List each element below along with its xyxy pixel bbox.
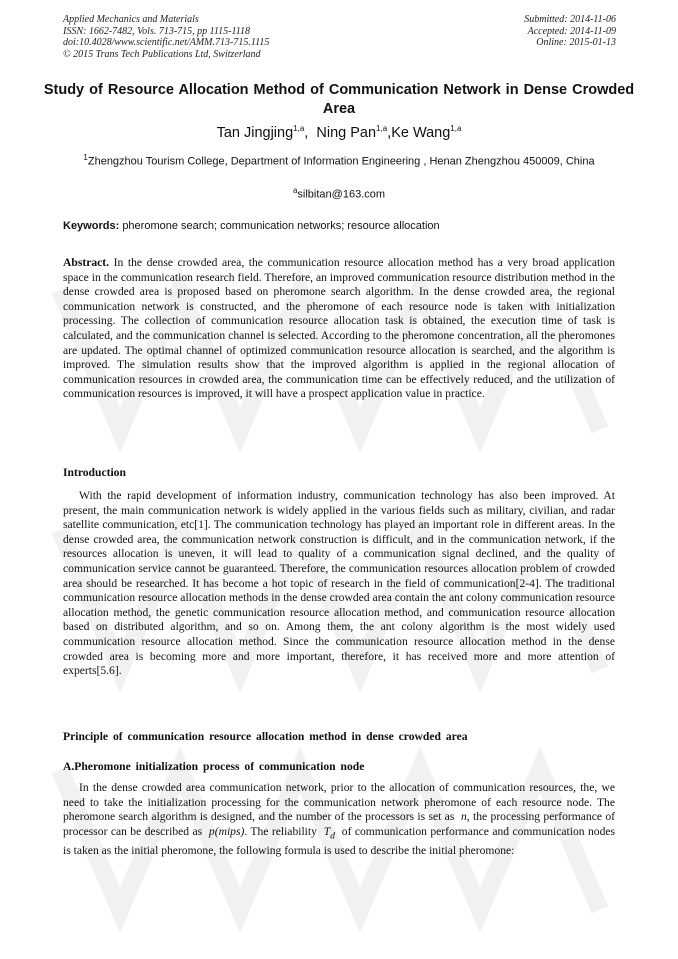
copyright-line: © 2015 Trans Tech Publications Ltd, Switzerland — [63, 48, 261, 60]
affiliation-text: Zhengzhou Tourism College, Department of Information Engineering , Henan Zhengzhou 450009, China — [87, 155, 595, 168]
author-name: Tan Jingjing — [216, 124, 294, 141]
math-p-mips: p(mips) — [208, 824, 245, 838]
author-affil-sup: 1,a — [376, 124, 388, 133]
math-t-base: T — [323, 824, 331, 838]
affiliation — [62, 151, 616, 169]
email-text: silbitan@163.com — [297, 188, 386, 201]
affiliation-sup: 1 — [83, 153, 88, 162]
math-n: n — [461, 810, 467, 824]
author-email — [40, 186, 638, 201]
introduction-heading: Introduction — [63, 466, 126, 479]
journal-name: Applied Mechanics and Materials — [63, 14, 199, 25]
paper-title: Study of Resource Allocation Method of Communication Network in Dense Crowded Area — [43, 82, 635, 117]
paragraph-text: of communication performance and communication nodes is taken as the initial pheromone, the following formula is used to describe the initial pheromone: — [63, 824, 616, 857]
abstract-text: In the dense crowded area, the communication resource allocation method has a very broad application space in the communication research field. Therefore, an improved communication resource distribution method in the dense crowded area is proposed based on pheromone search algorithm. In the dense crowded area, the regional communication network is constructed, and the pheromone of each resource node is taken with initialization processing. The collection of communication resource allocation task is obtained, the execution time of task is calculated, and the communication channel is selected. According to the pheromone concentration, all the pheromones are updated. The optimal channel of optimized communication resource allocation is searched, and the algorithm is improved. The simulation results show that the improved algorithm is applied in the regional allocation of communication resources in crowded area, the communication time can be effectively reduced, and the utilization of communication resources is improved, it will have a prospect application value in practice. — [63, 256, 615, 401]
submitted-date: Submitted: 2014-11-06 — [524, 14, 616, 25]
principle-heading: Principle of communication resource allocation method in dense crowded area — [63, 730, 468, 743]
paragraph-text: , the processing performance of processor can be described as — [63, 810, 615, 838]
paragraph-text: . The reliability — [244, 824, 317, 838]
author-affil-sup: 1,a — [450, 124, 462, 133]
subsection-heading: A.Pheromone initialization process of communication node — [63, 760, 365, 773]
introduction-paragraph: With the rapid development of information industry, communication technology has also been improved. At present, the main communication network is widely applied in the various fields such as military, civilian, and radar satellite communication, etc[1]. The communication technology has played an important role in different areas. In the dense crowded area, the communication network construction is difficult, and in the communication network, if the resources allocation is uneven, it will lead to quality of a communication signal declined, and the quality of communication service cannot be guaranteed. Therefore, the communication resources allocation problem of crowded area should be researched. It has become a hot topic of research in the field of communication[2-4]. The traditional communication resource allocation methods in the dense crowded area contain the ant colony communication resource allocation method, the genetic communication resource allocation method, and communication resource allocation based on distributed algorithm, and so on. Among them, the ant colony algorithm is the most widely used communication resource allocation method. Since the communication resource allocation method in the dense crowded area is becoming more and more important, therefore, it has received more and more attention of experts[5.6]. — [63, 489, 615, 678]
paragraph-text: In the dense crowded area communication network, prior to the allocation of communication resources, the, we need to take the initialization processing for the communication network pheromone of each resource node. The pheromone search algorithm is designed, and the number of the processors is set as — [63, 781, 615, 824]
abstract-label: Abstract. — [63, 256, 110, 269]
dates-header — [524, 14, 616, 49]
math-t-sub: d — [330, 830, 335, 842]
math-t-d — [323, 824, 335, 842]
keywords — [63, 220, 615, 232]
keywords-label: Keywords: — [63, 220, 120, 232]
author-affil-sup: 1,a — [293, 124, 305, 133]
pheromone-paragraph — [63, 781, 615, 858]
abstract — [63, 256, 615, 402]
author-list: Tan Jingjing$^{1,a}$, Ning Pan$^{1,a}$,Ke Wang$^{1,a}$ — [216, 124, 462, 141]
author-name: Ke Wang — [391, 124, 451, 141]
online-date: Online: 2015-01-13 — [536, 37, 616, 48]
accepted-date: Accepted: 2014-11-09 — [527, 25, 616, 37]
doi-line: doi:10.4028/www.scientific.net/AMM.713-715.1115 — [63, 37, 270, 48]
journal-header — [63, 14, 269, 60]
author-name: Ning Pan — [316, 124, 377, 141]
email-sup: a — [292, 186, 298, 195]
keywords-text: pheromone search; communication networks; resource allocation — [122, 220, 440, 232]
issn-line: ISSN: 1662-7482, Vols. 713-715, pp 1115-1118 — [63, 25, 251, 37]
